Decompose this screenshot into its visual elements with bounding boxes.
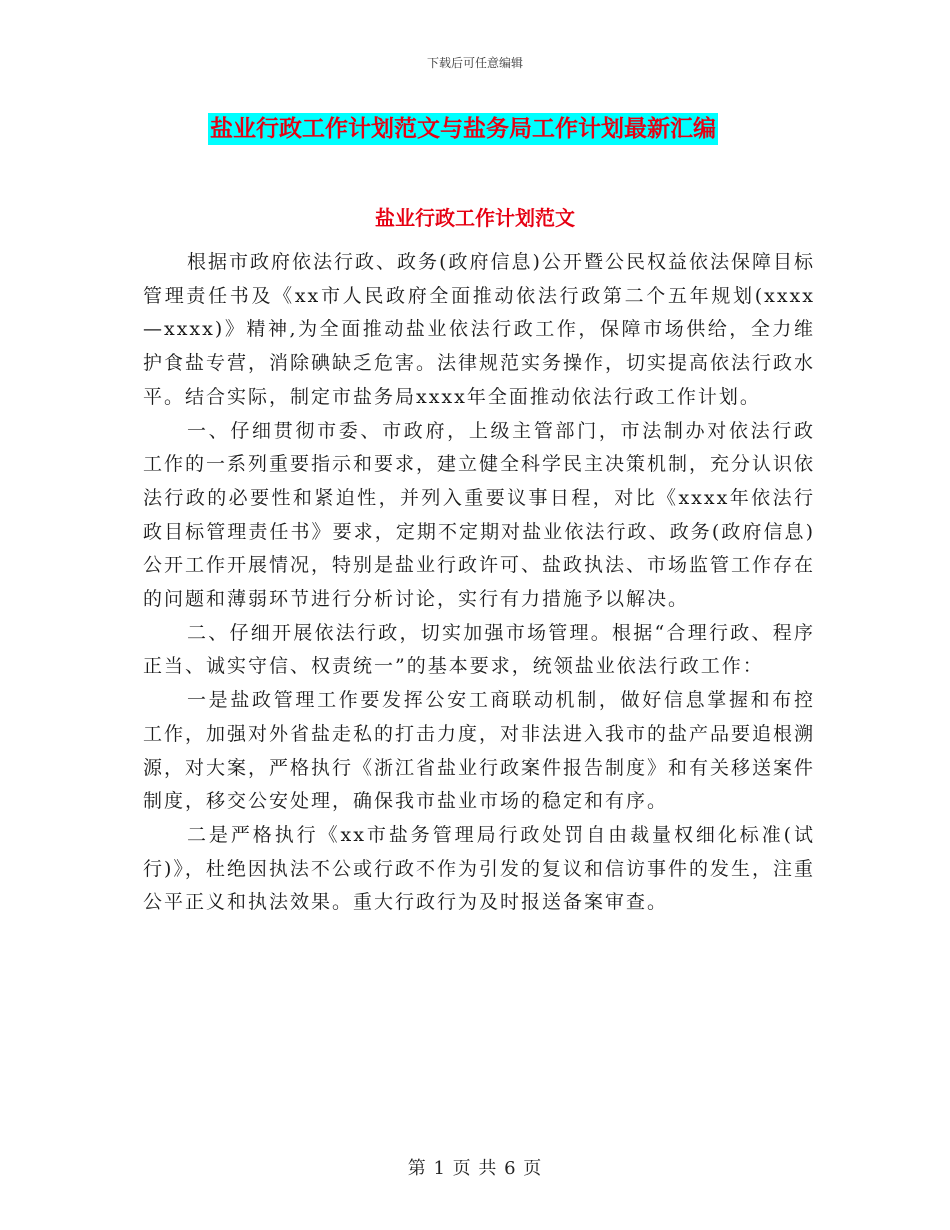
page-header-note: 下载后可任意编辑: [426, 56, 523, 70]
paragraph-subitem-1: 一是盐政管理工作要发挥公安工商联动机制，做好信息掌握和布控工作，加强对外省盐走私的打击力度，对非法进入我市的盐产品要追根溯源，对大案，严格执行《浙江省盐业行政案件报告制度》和有关移送案件制度，移交公安处理，确保我市盐业市场的稳定和有序。: [143, 689, 816, 813]
paragraph-item-2: 二、仔细开展依法行政，切实加强市场管理。根据“合理行政、程序正当、诚实守信、权责统一”的基本要求，统领盐业依法行政工作：: [143, 621, 815, 678]
paragraph-item-1: 一、仔细贯彻市委、市政府，上级主管部门，市法制办对依法行政工作的一系列重要指示和要求，建立健全科学民主决策机制，充分认识依法行政的必要性和紧迫性，并列入重要议事日程，对比《xxxx年依法行政目标管理责任书》要求，定期不定期对盐业依法行政、政务(政府信息)公开工作开展情况，特别是盐业行政许可、盐政执法、市场监管工作存在的问题和薄弱环节进行分析讨论，实行有力措施予以解决。: [143, 419, 816, 611]
paragraph-subitem-2: 二是严格执行《xx市盐务管理局行政处罚自由裁量权细化标准(试行)》，杜绝因执法不公或行政不作为引发的复议和信访事件的发生，注重公平正义和执法效果。重大行政行为及时报送备案审查。: [143, 823, 815, 914]
section-title: 盐业行政工作计划范文: [375, 206, 575, 230]
page-number-footer: 第 1 页 共 6 页: [407, 1158, 543, 1179]
paragraph-intro: 根据市政府依法行政、政务(政府信息)公开暨公民权益依法保障目标管理责任书及《xx市人民政府全面推动依法行政第二个五年规划(xxxx—xxxx)》精神,为全面推动盐业依法行政工作，保障市场供给，全力维护食盐专营，消除碘缺乏危害。法律规范实务操作，切实提高依法行政水平。结合实际，制定市盐务局xxxx年全面推动依法行政工作计划。: [143, 251, 816, 408]
document-main-title: 盐业行政工作计划范文与盐务局工作计划最新汇编: [208, 113, 718, 145]
document-body: [143, 246, 815, 920]
